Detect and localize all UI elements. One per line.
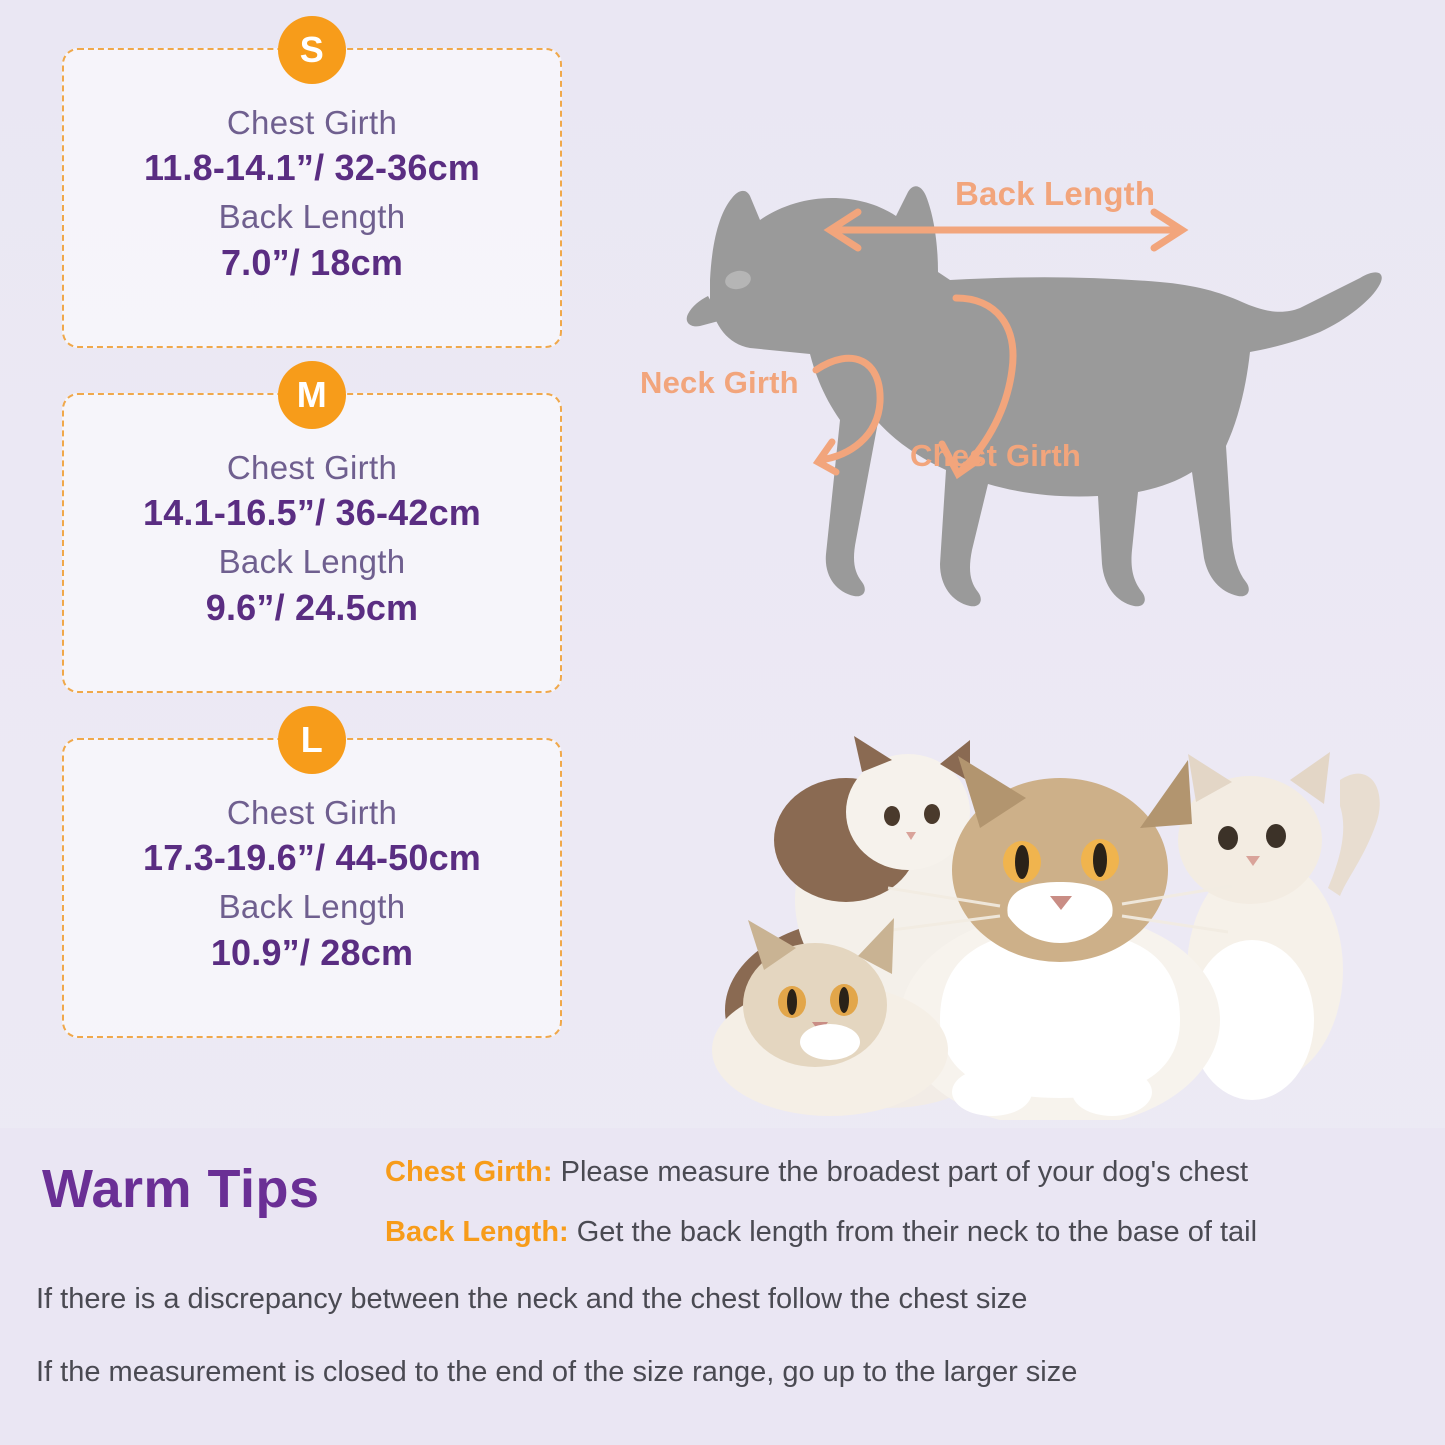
- tip-note-discrepancy: If there is a discrepancy between the neck and the chest follow the chest size: [36, 1283, 1028, 1315]
- chest-girth-label-s: Chest Girth: [226, 104, 398, 141]
- chest-girth-label-m: Chest Girth: [226, 449, 398, 486]
- back-length-value-s: 7.0”/ 18cm: [220, 241, 404, 283]
- tip-chest-girth-key: Chest Girth:: [385, 1156, 553, 1188]
- chest-girth-value-m: 14.1-16.5”/ 36-42cm: [142, 492, 482, 534]
- back-length-diagram-label: Back Length: [955, 175, 1156, 212]
- back-length-value-l: 10.9”/ 28cm: [210, 931, 414, 973]
- tip-chest-girth-text: Please measure the broadest part of your dog's chest: [552, 1156, 1249, 1188]
- back-length-label-l: Back Length: [218, 888, 406, 926]
- back-length-label-m: Back Length: [218, 543, 406, 581]
- back-length-value-m: 9.6”/ 24.5cm: [205, 586, 419, 628]
- chest-girth-value-s: 11.8-14.1”/ 32-36cm: [143, 147, 481, 189]
- size-badge-l: L: [278, 706, 346, 774]
- chest-girth-value-l: 17.3-19.6”/ 44-50cm: [142, 837, 482, 879]
- warm-tips-section: [0, 1128, 1445, 1445]
- tip-back-length-key: Back Length:: [385, 1216, 569, 1248]
- chest-girth-diagram-label: Chest Girth: [910, 438, 1081, 473]
- tip-chest-girth: [385, 1156, 1248, 1189]
- tip-back-length: [385, 1216, 1257, 1249]
- tip-note-range: If the measurement is closed to the end of the size range, go up to the larger size: [36, 1356, 1078, 1388]
- chest-girth-label-l: Chest Girth: [226, 794, 398, 831]
- cat-measurement-diagram: [620, 120, 1410, 640]
- size-card-l: [62, 719, 562, 1038]
- tip-back-length-text: Get the back length from their neck to the base of tail: [568, 1216, 1258, 1248]
- warm-tips-title: Warm Tips: [42, 1159, 320, 1219]
- kittens-photo: [640, 720, 1430, 1120]
- kittens-illustration-icon: [640, 720, 1430, 1120]
- size-badge-m: M: [278, 361, 346, 429]
- neck-girth-diagram-label: Neck Girth: [640, 365, 799, 400]
- size-card-s: [62, 29, 562, 348]
- size-badge-s: S: [278, 16, 346, 84]
- back-length-label-s: Back Length: [218, 198, 406, 236]
- size-card-m: [62, 374, 562, 693]
- size-card-list: [62, 29, 562, 1083]
